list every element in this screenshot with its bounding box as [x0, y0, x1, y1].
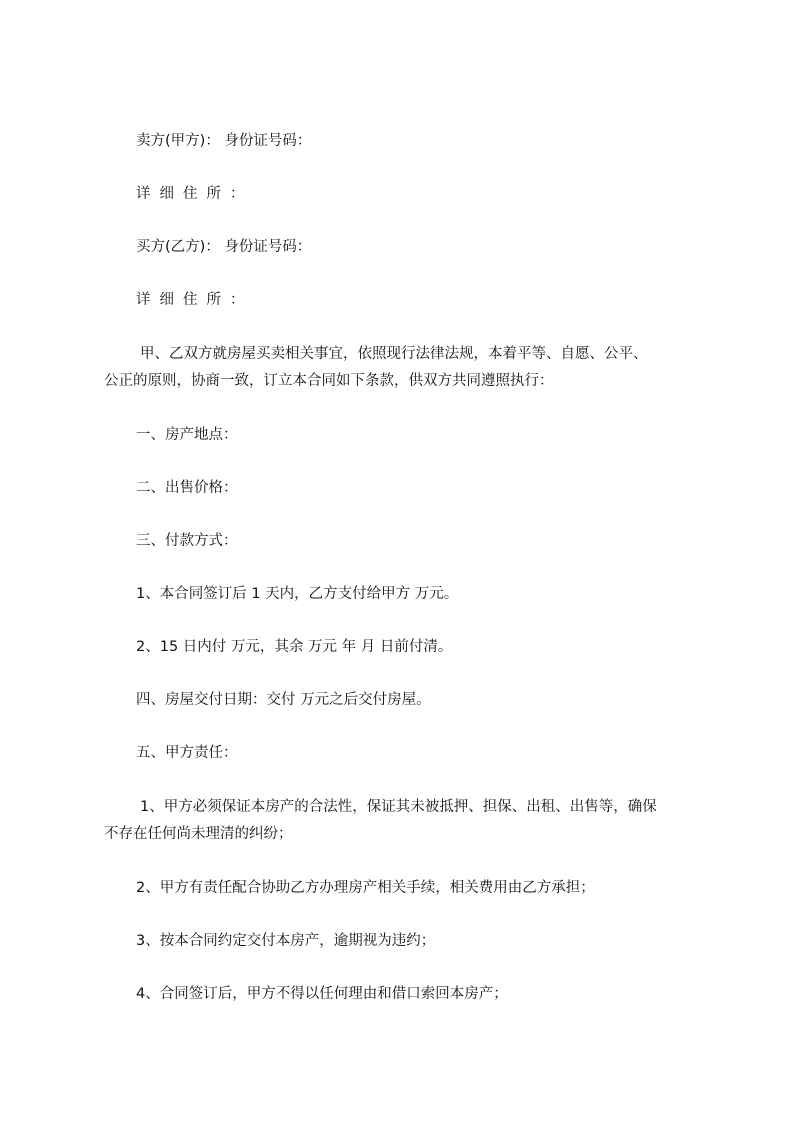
section-property-location: 一、房产地点： [136, 427, 238, 443]
intro-paragraph-line-2: 公正的原则，协商一致，订立本合同如下条款，供双方共同遵照执行： [104, 373, 554, 389]
duty-item-3: 3、按本合同约定交付本房产，逾期视为违约； [136, 933, 436, 949]
duty-item-2: 2、甲方有责任配合协助乙方办理房产相关手续，相关费用由乙方承担； [136, 880, 595, 896]
seller-address-label: 详细住所： [136, 186, 254, 202]
buyer-address-label: 详细住所： [136, 292, 254, 308]
duty-item-4: 4、合同签订后，甲方不得以任何理由和借口索回本房产； [136, 986, 508, 1002]
duty-item-1-line-1: 1、甲方必须保证本房产的合法性，保证其未被抵押、担保、出租、出售等，确保 [140, 799, 657, 815]
payment-item-1: 1、本合同签订后 1 天内，乙方支付给甲方 万元。 [136, 586, 459, 602]
seller-line: 卖方(甲方)： 身份证号码： [136, 133, 312, 149]
payment-item-2: 2、15 日内付 万元，其余 万元 年 月 日前付清。 [136, 639, 453, 655]
intro-paragraph-line-1: 甲、乙双方就房屋买卖相关事宜，依照现行法律法规，本着平等、自愿、公平、 [140, 346, 648, 362]
section-payment-method: 三、付款方式： [136, 533, 238, 549]
section-party-a-duties: 五、甲方责任： [136, 745, 238, 761]
duty-item-1-line-2: 不存在任何尚未理清的纠纷； [104, 826, 293, 842]
buyer-line: 买方(乙方)： 身份证号码： [136, 239, 312, 255]
section-sale-price: 二、出售价格： [136, 480, 238, 496]
section-delivery-date: 四、房屋交付日期：交付 万元之后交付房屋。 [136, 692, 431, 708]
